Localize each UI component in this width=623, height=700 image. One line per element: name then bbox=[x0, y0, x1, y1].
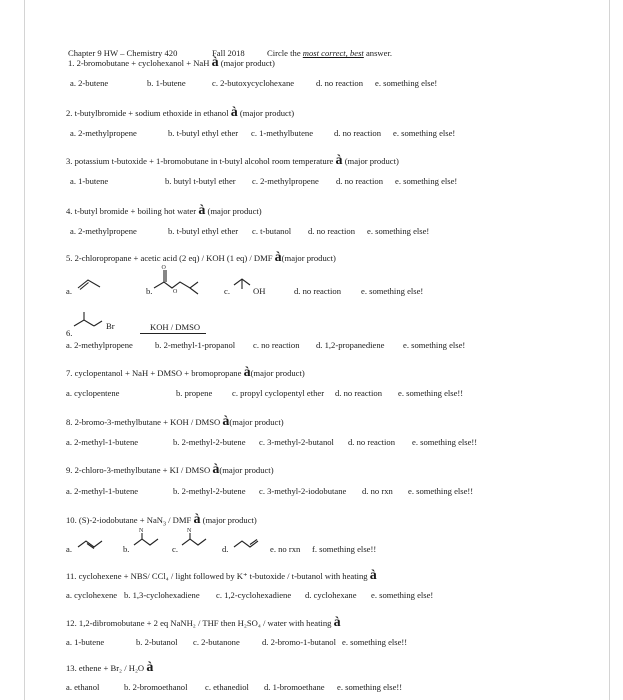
q7-choice-e[interactable]: e. something else!! bbox=[398, 388, 464, 398]
q11-choice-a[interactable]: a. cyclohexene bbox=[66, 590, 118, 600]
q10-azide-c-structure bbox=[180, 527, 212, 549]
q5-choice-e[interactable]: e. something else! bbox=[361, 286, 424, 296]
q8-choice-b[interactable]: b. 2-methyl-2-butene bbox=[173, 437, 246, 447]
q3-stem: 3. potassium t-butoxide + 1-bromobutane in t-butyl alcohol room temperature à (major product) bbox=[66, 153, 399, 168]
q10-choice-d[interactable]: d. bbox=[222, 544, 229, 554]
q5-choice-d[interactable]: d. no reaction bbox=[294, 286, 342, 296]
q6-choice-b[interactable]: b. 2-methyl-1-propanol bbox=[155, 340, 236, 350]
q5-alcohol-structure bbox=[232, 277, 254, 291]
q6-choice-d[interactable]: d. 1,2-propanediene bbox=[316, 340, 385, 350]
q12-choice-c[interactable]: c. 2-butanone bbox=[193, 637, 240, 647]
q5-choice-a[interactable]: a. bbox=[66, 286, 72, 296]
q5-stem: 5. 2-chloropropane + acetic acid (2 eq) / KOH (1 eq) / DMF à(major product) bbox=[66, 250, 336, 265]
q8-stem: 8. 2-bromo-3-methylbutane + KOH / DMSO à(major product) bbox=[66, 414, 284, 429]
q12-choice-b[interactable]: b. 2-butanol bbox=[136, 637, 178, 647]
q5-oh-label: OH bbox=[253, 286, 266, 296]
right-border bbox=[609, 0, 610, 700]
q1-choice-e[interactable]: e. something else! bbox=[375, 78, 438, 88]
q7-stem: 7. cyclopentanol + NaH + DMSO + bromopropane à(major product) bbox=[66, 365, 305, 380]
q1-choice-b[interactable]: b. 1-butene bbox=[147, 78, 186, 88]
q3-choice-e[interactable]: e. something else! bbox=[395, 176, 458, 186]
q5-ester-structure bbox=[152, 266, 212, 296]
q9-choice-c[interactable]: c. 3-methyl-2-iodobutane bbox=[259, 486, 347, 496]
q13-stem: 13. ethene + Br₂ / H₂O à bbox=[66, 660, 154, 675]
q13-choice-b[interactable]: b. 2-bromoethanol bbox=[124, 682, 188, 692]
q3-choice-b[interactable]: b. butyl t-butyl ether bbox=[165, 176, 236, 186]
header-term: Fall 2018 bbox=[212, 48, 245, 58]
q9-choice-e[interactable]: e. something else!! bbox=[408, 486, 474, 496]
q13-choice-a[interactable]: a. ethanol bbox=[66, 682, 100, 692]
q9-choice-d[interactable]: d. no rxn bbox=[362, 486, 393, 496]
q13-choice-d[interactable]: d. 1-bromoethane bbox=[264, 682, 325, 692]
q10-choice-c[interactable]: c. bbox=[172, 544, 178, 554]
q7-choice-d[interactable]: d. no reaction bbox=[335, 388, 383, 398]
q5-choice-c[interactable]: c. bbox=[224, 286, 230, 296]
q7-choice-b[interactable]: b. propene bbox=[176, 388, 213, 398]
q12-choice-e[interactable]: e. something else!! bbox=[342, 637, 408, 647]
q10-choice-e[interactable]: e. no rxn bbox=[270, 544, 301, 554]
header-instructions: Circle the most correct, best answer. bbox=[267, 48, 392, 58]
q10-butene-structure bbox=[76, 538, 106, 550]
q11-choice-d[interactable]: d. cyclohexane bbox=[305, 590, 357, 600]
q8-choice-a[interactable]: a. 2-methyl-1-butene bbox=[66, 437, 139, 447]
q10-choice-a[interactable]: a. bbox=[66, 544, 72, 554]
q10-butene-d-structure bbox=[232, 538, 262, 550]
q10-choice-b[interactable]: b. bbox=[123, 544, 130, 554]
q3-choice-d[interactable]: d. no reaction bbox=[336, 176, 384, 186]
q6-choice-c[interactable]: c. no reaction bbox=[253, 340, 300, 350]
q2-stem: 2. t-butylbromide + sodium ethoxide in ethanol à (major product) bbox=[66, 105, 295, 120]
q6-reagent: KOH / DMSO bbox=[150, 322, 201, 332]
q7-choice-c[interactable]: c. propyl cyclopentyl ether bbox=[232, 388, 325, 398]
q6-tbutyl-bromide-structure bbox=[72, 312, 108, 330]
q9-choice-b[interactable]: b. 2-methyl-2-butene bbox=[173, 486, 246, 496]
svg-text:O: O bbox=[161, 265, 166, 271]
svg-text:N: N bbox=[187, 528, 192, 534]
reaction-arrow bbox=[140, 333, 206, 334]
q1-choice-d[interactable]: d. no reaction bbox=[316, 78, 364, 88]
q10-stem: 10. (S)-2-iodobutane + NaN$_3$ / DMF à (major product) bbox=[66, 512, 257, 528]
q4-choice-e[interactable]: e. something else! bbox=[367, 226, 430, 236]
q13-choice-c[interactable]: c. ethanediol bbox=[205, 682, 249, 692]
q8-choice-e[interactable]: e. something else!! bbox=[412, 437, 478, 447]
q2-choice-b[interactable]: b. t-butyl ethyl ether bbox=[168, 128, 239, 138]
q2-choice-e[interactable]: e. something else! bbox=[393, 128, 456, 138]
q8-choice-d[interactable]: d. no reaction bbox=[348, 437, 396, 447]
q9-stem: 9. 2-chloro-3-methylbutane + KI / DMSO à(major product) bbox=[66, 462, 274, 477]
q4-stem: 4. t-butyl bromide + boiling hot water à (major product) bbox=[66, 203, 262, 218]
q12-choice-d[interactable]: d. 2-bromo-1-butanol bbox=[262, 637, 336, 647]
q8-choice-c[interactable]: c. 3-methyl-2-butanol bbox=[259, 437, 334, 447]
left-border bbox=[24, 0, 25, 700]
q6-choice-e[interactable]: e. something else! bbox=[403, 340, 466, 350]
q11-choice-c[interactable]: c. 1,2-cyclohexadiene bbox=[216, 590, 292, 600]
header-title: Chapter 9 HW – Chemistry 420 bbox=[68, 48, 178, 58]
svg-text:O: O bbox=[173, 289, 178, 295]
q4-choice-c[interactable]: c. t-butanol bbox=[252, 226, 292, 236]
q4-choice-d[interactable]: d. no reaction bbox=[308, 226, 356, 236]
q6-br-label: Br bbox=[106, 321, 115, 331]
q13-choice-e[interactable]: e. something else!! bbox=[337, 682, 403, 692]
q4-choice-a[interactable]: a. 2-methylpropene bbox=[70, 226, 137, 236]
q3-choice-a[interactable]: a. 1-butene bbox=[70, 176, 109, 186]
q12-stem: 12. 1,2-dibromobutane + 2 eq NaNH₂ / THF then H₂SO₄ / water with heating à bbox=[66, 615, 341, 630]
q1-choice-a[interactable]: a. 2-butene bbox=[70, 78, 109, 88]
q10-azide-b-structure bbox=[132, 527, 164, 549]
q7-choice-a[interactable]: a. cyclopentene bbox=[66, 388, 120, 398]
q11-choice-e[interactable]: e. something else! bbox=[371, 590, 434, 600]
q6-number: 6. bbox=[66, 328, 73, 338]
q11-choice-b[interactable]: b. 1,3-cyclohexadiene bbox=[124, 590, 200, 600]
q4-choice-b[interactable]: b. t-butyl ethyl ether bbox=[168, 226, 239, 236]
q5-choice-b[interactable]: b. bbox=[146, 286, 153, 296]
q9-choice-a[interactable]: a. 2-methyl-1-butene bbox=[66, 486, 139, 496]
q10-choice-f[interactable]: f. something else!! bbox=[312, 544, 377, 554]
q2-choice-d[interactable]: d. no reaction bbox=[334, 128, 382, 138]
q11-stem: 11. cyclohexene + NBS/ CCl₄ / light followed by K⁺ t-butoxide / t-butanol with heating à bbox=[66, 568, 377, 583]
q2-choice-a[interactable]: a. 2-methylpropene bbox=[70, 128, 137, 138]
svg-text:N: N bbox=[139, 528, 144, 534]
q1-choice-c[interactable]: c. 2-butoxycyclohexane bbox=[212, 78, 295, 88]
q2-choice-c[interactable]: c. 1-methylbutene bbox=[251, 128, 314, 138]
q5-propene-structure bbox=[76, 278, 106, 292]
q3-choice-c[interactable]: c. 2-methylpropene bbox=[252, 176, 319, 186]
q12-choice-a[interactable]: a. 1-butene bbox=[66, 637, 105, 647]
q1-stem: 1. 2-bromobutane + cyclohexanol + NaH à (major product) bbox=[68, 55, 275, 70]
q6-choice-a[interactable]: a. 2-methylpropene bbox=[66, 340, 133, 350]
